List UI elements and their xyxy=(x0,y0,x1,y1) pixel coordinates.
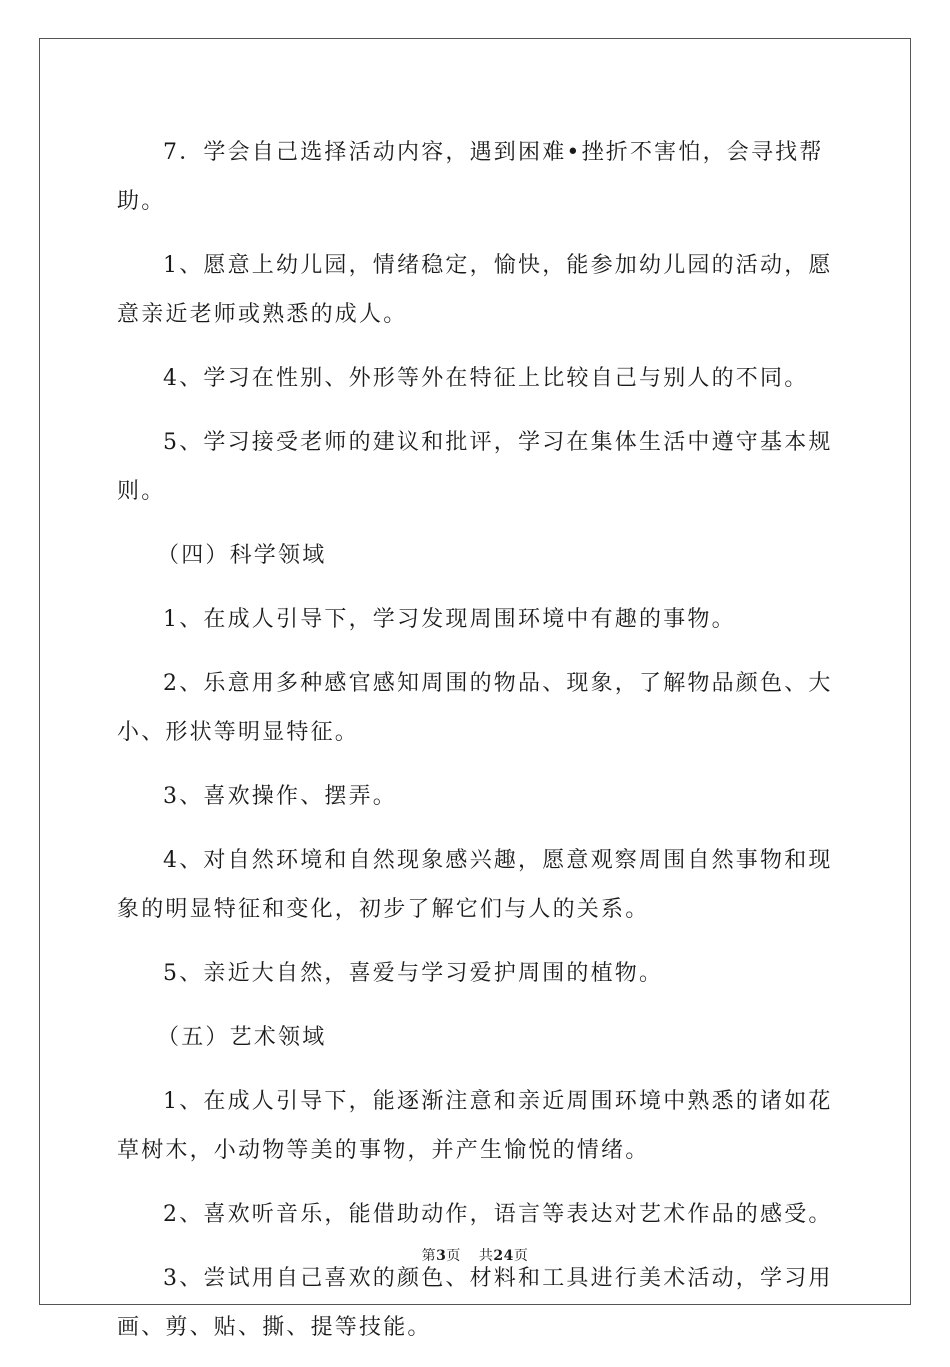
document-body xyxy=(117,128,833,1367)
paragraph: 2、喜欢听音乐，能借助动作，语言等表达对艺术作品的感受。 xyxy=(163,1202,833,1227)
paragraph: 5、学习接受老师的建议和批评，学习在集体生活中遵守基本规则。 xyxy=(117,430,833,504)
page-number-suffix: 页 xyxy=(446,1248,461,1264)
paragraph: 4、对自然环境和自然现象感兴趣，愿意观察周围自然事物和现象的明显特征和变化，初步了解它们与人的关系。 xyxy=(117,848,833,922)
paragraph: 1、愿意上幼儿园，情绪稳定，愉快，能参加幼儿园的活动，愿意亲近老师或熟悉的成人。 xyxy=(117,253,833,327)
paragraph: 2、乐意用多种感官感知周围的物品、现象，了解物品颜色、大小、形状等明显特征。 xyxy=(117,671,833,745)
page-number-prefix: 第 xyxy=(421,1248,437,1264)
paragraph: 1、在成人引导下，能逐渐注意和亲近周围环境中熟悉的诸如花草树木，小动物等美的事物，并产生愉悦的情绪。 xyxy=(117,1089,833,1163)
paragraph: 1、在成人引导下，学习发现周围环境中有趣的事物。 xyxy=(163,607,736,632)
paragraph: 5、亲近大自然，喜爱与学习爱护周围的植物。 xyxy=(163,961,664,986)
section-heading-science: （四）科学领域 xyxy=(157,543,327,568)
paragraph: 7．学会自己选择活动内容，遇到困难•挫折不害怕，会寻找帮助。 xyxy=(117,140,824,214)
page-total-suffix: 页 xyxy=(513,1248,529,1264)
page-footer xyxy=(0,1246,950,1266)
page-total: 24 xyxy=(493,1248,514,1264)
paragraph: 3、喜欢操作、摆弄。 xyxy=(163,784,397,809)
page-total-prefix: 共 xyxy=(478,1248,494,1264)
page-number-current: 3 xyxy=(436,1248,447,1264)
paragraph: 4、学习在性别、外形等外在特征上比较自己与别人的不同。 xyxy=(163,366,809,391)
paragraph: 3、尝试用自己喜欢的颜色、材料和工具进行美术活动，学习用画、剪、贴、撕、提等技能。 xyxy=(117,1266,833,1340)
section-heading-art: （五）艺术领域 xyxy=(157,1025,327,1050)
